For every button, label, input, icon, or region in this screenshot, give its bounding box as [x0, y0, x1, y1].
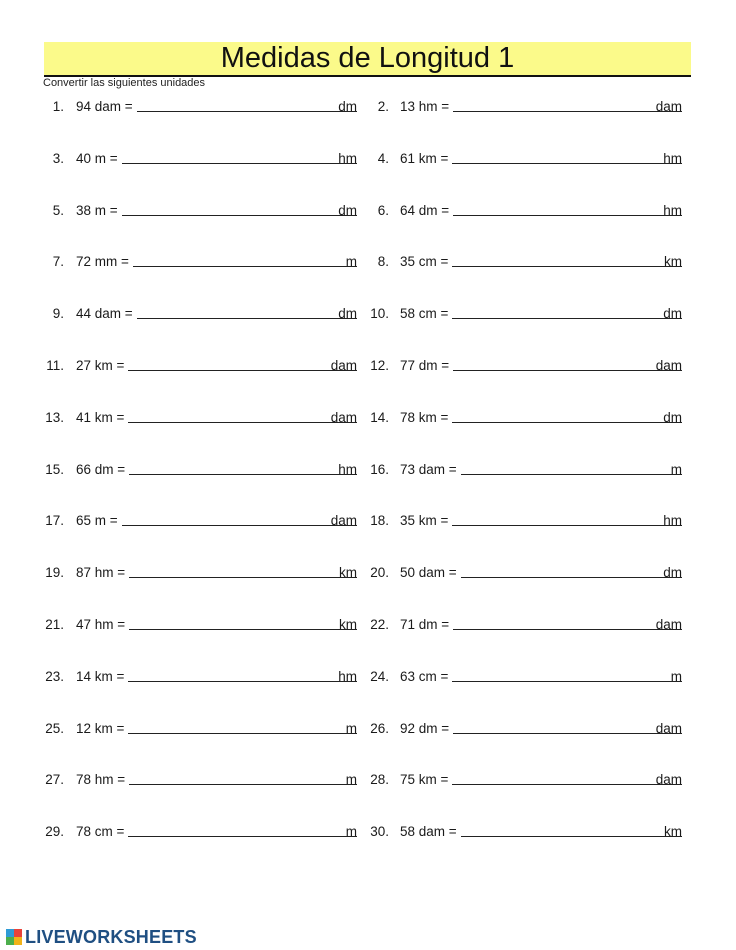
problem-expression: 87 hm =: [76, 565, 126, 581]
worksheet-title: Medidas de Longitud 1: [220, 42, 515, 74]
problem-number: 5.: [52, 202, 64, 218]
liveworksheets-logo-icon: [6, 929, 22, 945]
conversion-problem: [0, 407, 736, 431]
brand-footer: [6, 927, 197, 947]
conversion-problem: [0, 355, 736, 379]
target-unit: hm: [663, 513, 682, 529]
target-unit: km: [664, 824, 682, 840]
problem-row: [0, 200, 736, 224]
problem-number: 12.: [370, 358, 389, 373]
problem-expression: 35 km =: [400, 513, 449, 529]
problem-number: 24.: [370, 668, 389, 684]
problem-number: 9.: [52, 306, 64, 322]
problem-expression: 61 km =: [400, 150, 449, 166]
problem-number: 11.: [46, 358, 64, 373]
problem-number: 26.: [370, 720, 389, 736]
problem-expression: 94 dam =: [76, 99, 133, 114]
problem-expression: 78 cm =: [76, 824, 125, 840]
target-unit: hm: [338, 461, 357, 477]
problem-number: 18.: [370, 513, 389, 529]
problem-expression: 38 m =: [76, 202, 118, 218]
problem-expression: 71 dm =: [400, 617, 450, 632]
problem-row: [0, 148, 736, 172]
problem-expression: 27 km =: [76, 358, 125, 373]
target-unit: km: [339, 565, 357, 581]
problem-expression: 75 km =: [400, 772, 449, 788]
problem-row: [0, 355, 736, 379]
target-unit: dam: [655, 99, 682, 114]
problem-number: 23.: [45, 668, 64, 684]
problem-number: 16.: [370, 461, 389, 477]
problem-row: [0, 614, 736, 638]
problem-expression: 14 km =: [76, 668, 125, 684]
problem-number: 15.: [45, 461, 64, 477]
target-unit: dm: [338, 306, 357, 322]
conversion-problem: [0, 614, 736, 638]
problem-row: [0, 718, 736, 742]
problem-number: 19.: [45, 565, 64, 581]
target-unit: dm: [663, 409, 682, 425]
target-unit: hm: [338, 668, 357, 684]
conversion-problem: [0, 303, 736, 327]
conversion-problem: [0, 510, 736, 534]
problem-number: 28.: [370, 772, 389, 788]
problem-row: [0, 666, 736, 690]
problem-row: [0, 96, 736, 120]
conversion-problem: [0, 769, 736, 793]
problem-expression: 72 mm =: [76, 254, 129, 270]
problem-expression: 12 km =: [76, 720, 125, 736]
target-unit: m: [345, 772, 357, 788]
problem-expression: 50 dam =: [400, 565, 457, 581]
problem-row: [0, 510, 736, 534]
problem-number: 17.: [45, 513, 64, 529]
problem-number: 10.: [370, 306, 389, 322]
problem-expression: 44 dam =: [76, 306, 133, 322]
problem-expression: 47 hm =: [76, 617, 126, 632]
target-unit: dam: [655, 720, 682, 736]
target-unit: m: [345, 720, 357, 736]
instructions-text: Convertir las siguientes unidades: [43, 77, 206, 89]
problem-expression: 40 m =: [76, 150, 118, 166]
problem-number: 1.: [52, 99, 64, 114]
problem-expression: 78 km =: [400, 409, 449, 425]
problem-row: [0, 562, 736, 586]
target-unit: m: [345, 254, 357, 270]
conversion-problem: [0, 251, 736, 275]
conversion-problem: [0, 200, 736, 224]
problem-number: 27.: [45, 772, 64, 788]
target-unit: hm: [663, 202, 682, 218]
problem-expression: 58 cm =: [400, 306, 449, 322]
target-unit: dm: [338, 202, 357, 218]
target-unit: m: [345, 824, 357, 840]
problem-number: 21.: [45, 617, 64, 632]
target-unit: hm: [663, 150, 682, 166]
problem-number: 30.: [370, 824, 389, 840]
problem-expression: 77 dm =: [400, 358, 450, 373]
conversion-problem: [0, 821, 736, 845]
problem-number: 29.: [45, 824, 64, 840]
problem-number: 2.: [377, 99, 389, 114]
target-unit: dam: [655, 772, 682, 788]
problem-expression: 92 dm =: [400, 720, 450, 736]
problem-row: [0, 769, 736, 793]
conversion-problem: [0, 718, 736, 742]
target-unit: dam: [330, 358, 357, 373]
problem-number: 4.: [377, 150, 389, 166]
brand-name: LIVEWORKSHEETS: [25, 926, 197, 947]
problem-number: 8.: [377, 254, 389, 270]
target-unit: dam: [655, 617, 682, 632]
conversion-problem: [0, 148, 736, 172]
target-unit: m: [670, 668, 682, 684]
problem-row: [0, 303, 736, 327]
problem-expression: 13 hm =: [400, 99, 450, 114]
conversion-problem: [0, 459, 736, 483]
problem-expression: 73 dam =: [400, 461, 457, 477]
problem-expression: 63 cm =: [400, 668, 449, 684]
target-unit: km: [664, 254, 682, 270]
target-unit: dam: [655, 358, 682, 373]
conversion-problem: [0, 562, 736, 586]
problem-expression: 78 hm =: [76, 772, 126, 788]
problem-number: 14.: [370, 409, 389, 425]
target-unit: dm: [663, 565, 682, 581]
problem-row: [0, 407, 736, 431]
conversion-problem: [0, 666, 736, 690]
target-unit: m: [670, 461, 682, 477]
problem-row: [0, 821, 736, 845]
problem-expression: 64 dm =: [400, 202, 450, 218]
problem-expression: 35 cm =: [400, 254, 449, 270]
target-unit: km: [339, 617, 357, 632]
problem-number: 22.: [370, 617, 389, 632]
problem-expression: 66 dm =: [76, 461, 126, 477]
problem-number: 20.: [370, 565, 389, 581]
problem-number: 25.: [45, 720, 64, 736]
problem-expression: 65 m =: [76, 513, 118, 529]
conversion-problem: [0, 96, 736, 120]
problem-row: [0, 459, 736, 483]
target-unit: dm: [338, 99, 357, 114]
problem-number: 7.: [52, 254, 64, 270]
target-unit: hm: [338, 150, 357, 166]
problem-expression: 58 dam =: [400, 824, 457, 840]
target-unit: dam: [330, 409, 357, 425]
problem-number: 3.: [52, 150, 64, 166]
problem-number: 13.: [45, 409, 64, 425]
problem-expression: 41 km =: [76, 409, 125, 425]
target-unit: dm: [663, 306, 682, 322]
target-unit: dam: [330, 513, 357, 529]
problem-number: 6.: [377, 202, 389, 218]
problem-row: [0, 251, 736, 275]
